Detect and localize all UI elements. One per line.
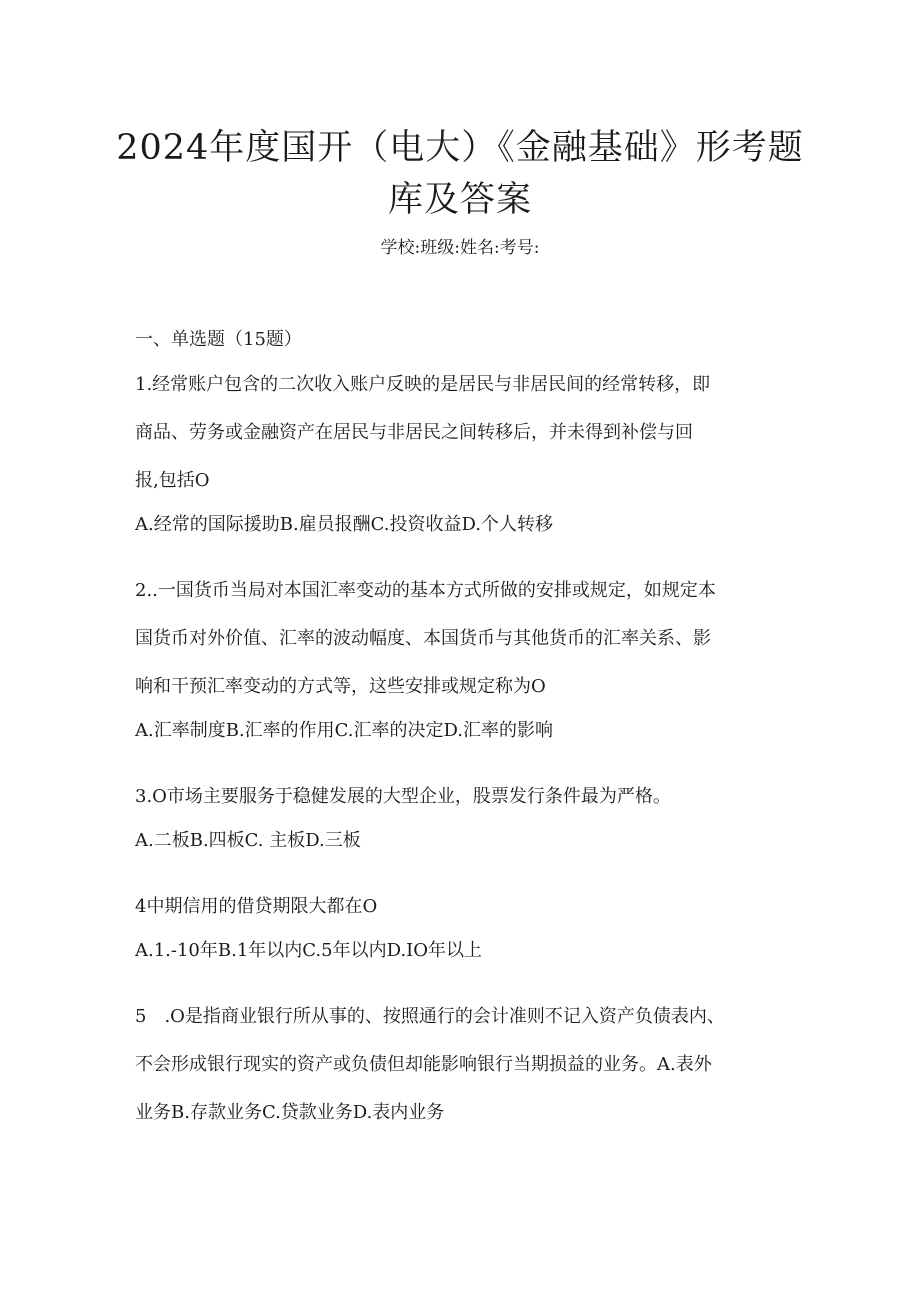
question-text-line: 2..一国货币当局对本国汇率变动的基本方式所做的安排或规定，如规定本 (135, 580, 716, 601)
question-options: A.1.-10年B.1年以内C.5年以内D.IO年以上 (135, 940, 482, 961)
question-text-line: 4中期信用的借贷期限大都在O (135, 896, 378, 917)
question-content (135, 325, 795, 1137)
document-title (100, 122, 820, 226)
question-text-line: 商品、劳务或金融资产在居民与非居民之间转移后，并未得到补偿与回 (135, 422, 693, 443)
question-1 (135, 361, 795, 545)
question-text-line: 5 .O是指商业银行所从事的、按照通行的会计准则不记入资产负债表内、 (135, 1006, 725, 1027)
question-text-line: 响和干预汇率变动的方式等，这些安排或规定称为O (135, 676, 546, 697)
question-2 (135, 567, 795, 751)
title-line-1: 2024年度国开（电大）《金融基础》形考题 (116, 128, 804, 168)
question-text-line: 3.O市场主要服务于稳健发展的大型企业，股票发行条件最为严格。 (135, 786, 671, 807)
question-options: A.二板B.四板C. 主板D.三板 (135, 830, 361, 851)
title-line-2: 库及答案 (387, 180, 532, 220)
question-3 (135, 773, 795, 861)
question-text-line: 业务B.存款业务C.贷款业务D.表内业务 (135, 1102, 445, 1123)
section-title: 一、单选题（15题） (135, 329, 302, 350)
question-4 (135, 883, 795, 971)
question-options: A.经常的国际援助B.雇员报酬C.投资收益D.个人转移 (135, 514, 554, 535)
question-5 (135, 993, 795, 1137)
student-info-line: 学校:班级:姓名:考号: (380, 238, 540, 258)
question-text-line: 1.经常账户包含的二次收入账户反映的是居民与非居民间的经常转移，即 (135, 374, 711, 395)
question-text-line: 不会形成银行现实的资产或负债但却能影响银行当期损益的业务。A.表外 (135, 1054, 712, 1075)
question-options: A.汇率制度B.汇率的作用C.汇率的决定D.汇率的影响 (135, 720, 554, 741)
question-text-line: 报,包括O (135, 470, 210, 491)
question-text-line: 国货币对外价值、汇率的波动幅度、本国货币与其他货币的汇率关系、影 (135, 628, 711, 649)
